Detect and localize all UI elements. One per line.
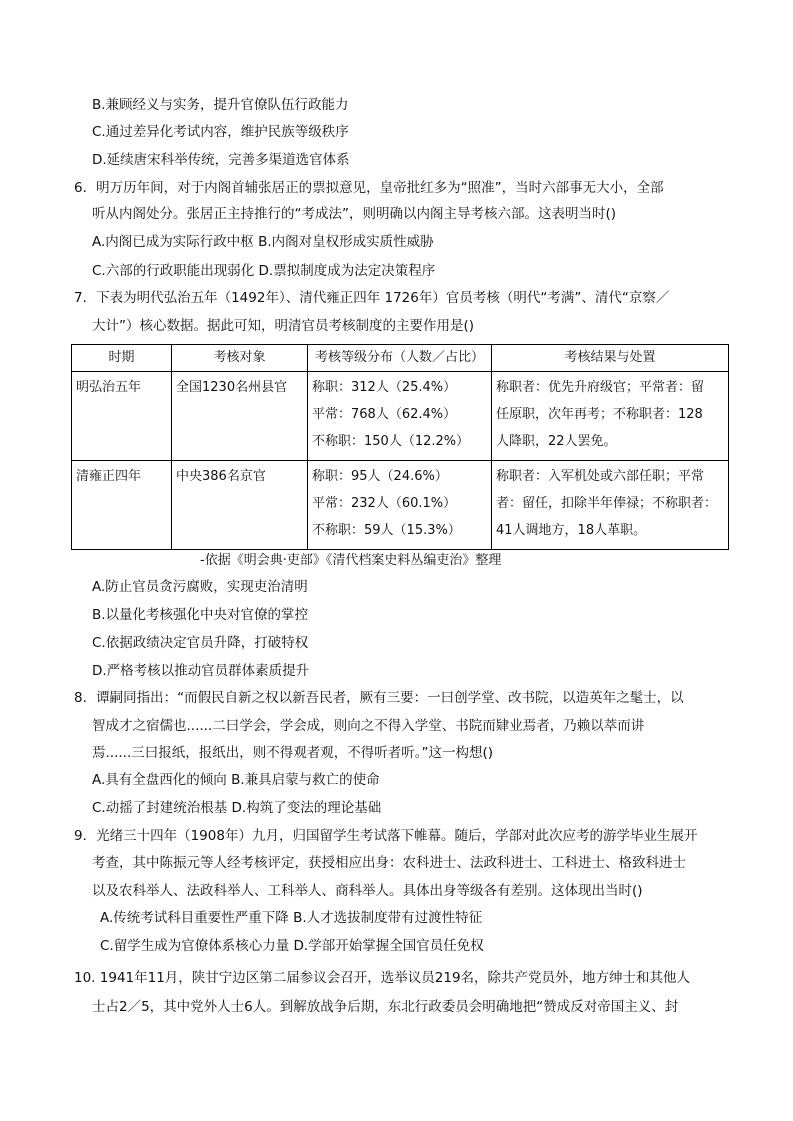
dist-line: 平常：768人（62.4%） — [312, 407, 457, 422]
result-line: 者：留任，扣除半年俸禄；不称职者： — [496, 496, 718, 511]
dist-line: 平常：232人（60.1%） — [312, 496, 457, 511]
q8-stem-line-2: 智成才之宿儒也......二曰学会，学会成，则向之不得入学堂、书院而肄业焉者，乃赖以萃而讲 — [92, 718, 645, 734]
q5-option-b: B.兼顾经义与实务，提升官僚队伍行政能力 — [92, 97, 349, 113]
q7-stem-line-2: 大计”）核心数据。据此可知，明清官员考核制度的主要作用是() — [92, 318, 475, 334]
q5-option-c: C.通过差异化考试内容，维护民族等级秩序 — [92, 124, 349, 140]
q8-options-cd: C.动摇了封建统治根基 D.构筑了变法的理论基础 — [92, 800, 382, 816]
table-source-caption: -依据《明会典·吏部》《清代档案史料丛编吏治》整理 — [200, 553, 502, 568]
result-line: 41人调地方，18人革职。 — [496, 523, 647, 538]
q9-stem-line-1: 9．光绪三十四年（1908年）九月，归国留学生考试落下帷幕。随后，学部对此次应考的游学毕业生展开 — [74, 828, 698, 844]
q7-option-a: A.防止官员贪污腐败，实现吏治清明 — [92, 579, 308, 595]
result-line: 称职者：入军机处或六部任职；平常 — [496, 469, 705, 484]
result-line: 任原职，次年再考；不称职者：128 — [496, 407, 703, 422]
q9-stem-line-3: 以及农科举人、法政科举人、工科举人、商科举人。具体出身等级各有差别。这体现出当时() — [92, 883, 643, 899]
table-header-cell: 考核等级分布（人数／占比） — [308, 345, 492, 372]
result-line: 人降职，22人罢免。 — [496, 434, 617, 449]
q7-option-b: B.以量化考核强化中央对官僚的掌控 — [92, 607, 309, 623]
q9-options-cd: C.留学生成为官僚体系核心力量 D.学部开始掌握全国官员任免权 — [100, 938, 484, 954]
table-row — [72, 372, 729, 461]
q10-stem-line-2: 士占2／5，其中党外人士6人。到解放战争后期，东北行政委员会明确地把“赞成反对帝国主义、封 — [92, 999, 679, 1015]
table-cell-result — [492, 461, 729, 550]
q8-options-ab: A.具有全盘西化的倾向 B.兼具启蒙与救亡的使命 — [92, 772, 380, 788]
table-cell-target: 全国1230名州县官 — [172, 372, 308, 461]
q8-stem-line-1: 8．谭嗣同指出：“而假民自新之权以新吾民者，厥有三要：一曰创学堂、改书院，以造英年之髦士，以 — [74, 690, 684, 706]
dist-line: 不称职：59人（15.3%） — [312, 523, 461, 538]
table-header-row — [72, 345, 729, 372]
q9-stem-line-2: 考查，其中陈振元等人经考核评定，获授相应出身：农科进士、法政科进士、工科进士、格致科进士 — [92, 855, 686, 871]
table-cell-distribution — [308, 461, 492, 550]
table-header-cell: 考核对象 — [172, 345, 308, 372]
table-cell-period: 清雍正四年 — [72, 461, 172, 550]
result-line: 称职者：优先升府级官；平常者：留 — [496, 380, 705, 395]
table-cell-target: 中央386名京官 — [172, 461, 308, 550]
table-cell-distribution — [308, 372, 492, 461]
table-header-cell: 时期 — [72, 345, 172, 372]
q6-options-cd: C.六部的行政职能出现弱化 D.票拟制度成为法定决策程序 — [92, 263, 436, 279]
table-header-cell: 考核结果与处置 — [492, 345, 729, 372]
table-cell-period: 明弘治五年 — [72, 372, 172, 461]
q9-options-ab: A.传统考试科目重要性严重下降 B.人才选拔制度带有过渡性特征 — [100, 910, 483, 926]
q7-option-c: C.依据政绩决定官员升降，打破特权 — [92, 635, 309, 651]
table-cell-result — [492, 372, 729, 461]
q7-stem-line-1: 7．下表为明代弘治五年（1492年）、清代雍正四年 1726年）官员考核（明代“考满”、清代“京察／ — [74, 290, 670, 306]
q7-option-d: D.严格考核以推动官员群体素质提升 — [92, 663, 310, 679]
q6-stem-line-2: 听从内阁处分。张居正主持推行的“考成法”，则明确以内阁主导考核六部。这表明当时() — [92, 206, 617, 222]
table-row — [72, 461, 729, 550]
dist-line: 称职：312人（25.4%） — [312, 380, 457, 395]
dist-line: 称职：95人（24.6%） — [312, 469, 448, 484]
q6-stem-line-1: 6．明万历年间，对于内阁首辅张居正的票拟意见，皇帝批红多为“照准”，当时六部事无大小，全部 — [74, 180, 664, 196]
assessment-table — [71, 344, 728, 550]
q6-options-ab: A.内阁已成为实际行政中枢 B.内阁对皇权形成实质性威胁 — [92, 234, 434, 250]
q8-stem-line-3: 焉......三曰报纸，报纸出，则不得观者观，不得听者听。”这一构想() — [92, 745, 494, 761]
dist-line: 不称职：150人（12.2%） — [312, 434, 470, 449]
q10-stem-line-1: 10. 1941年11月，陕甘宁边区第二届参议会召开，选举议员219名，除共产党员外，地方绅士和其他人 — [74, 970, 691, 986]
q5-option-d: D.延续唐宋科举传统，完善多渠道选官体系 — [92, 152, 350, 168]
